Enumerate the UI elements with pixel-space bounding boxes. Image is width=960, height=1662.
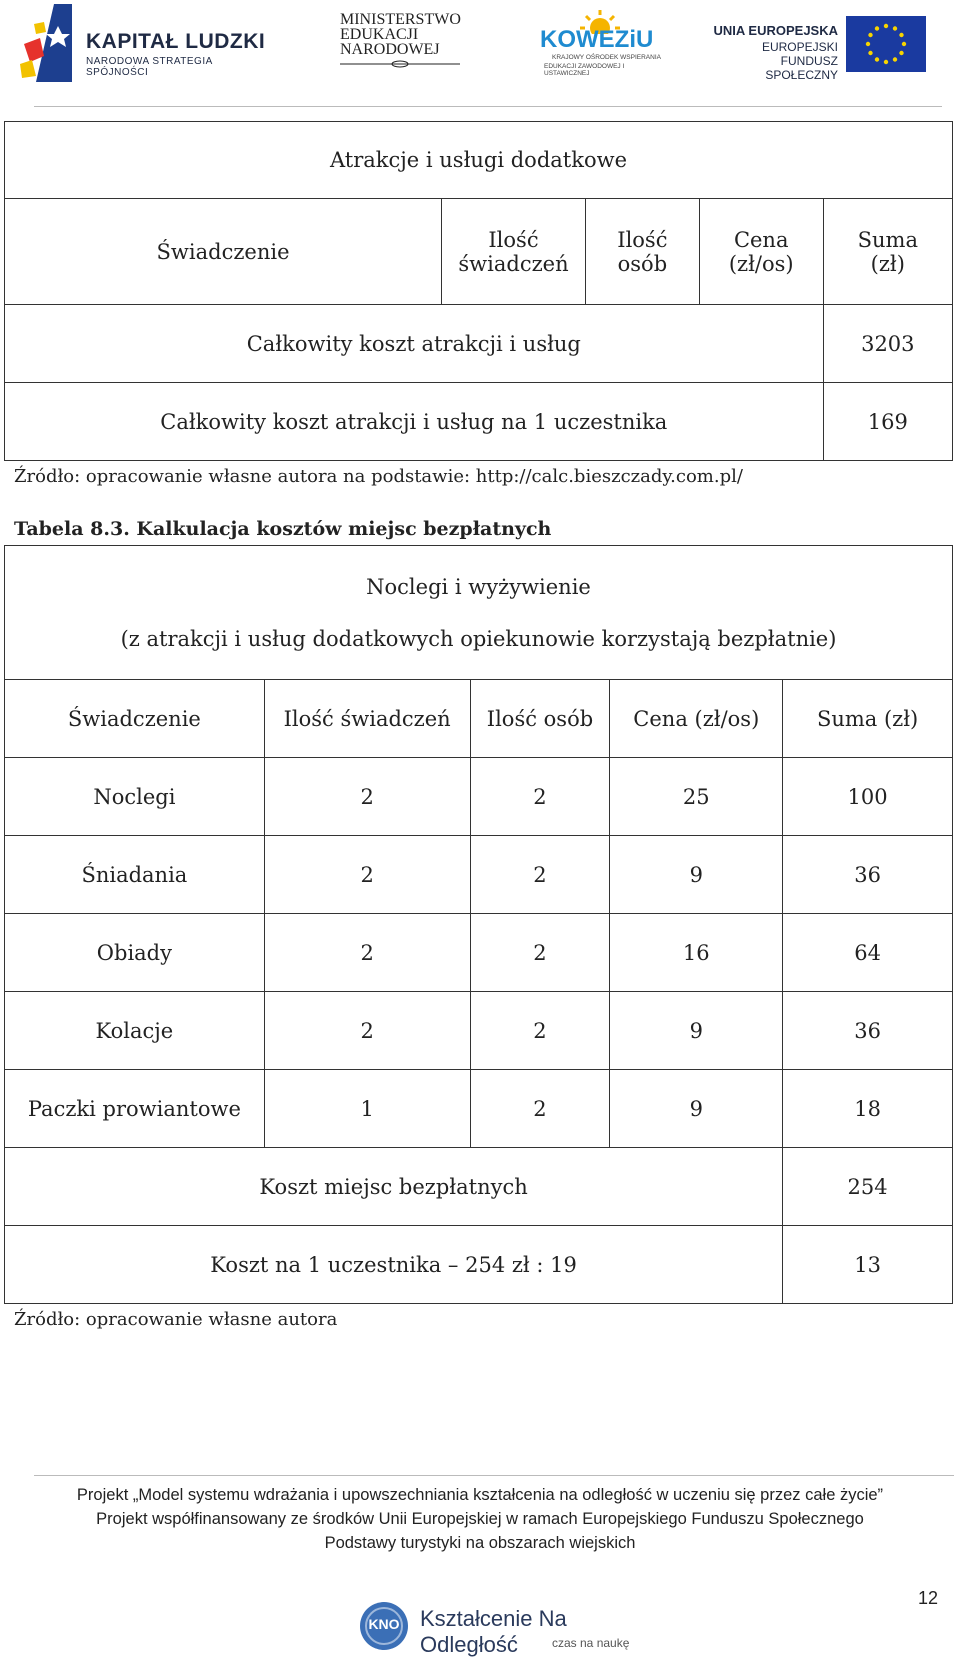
ue-sub1: EUROPEJSKI <box>761 40 838 54</box>
cell: Śniadania <box>5 836 265 914</box>
table1-total-label: Całkowity koszt atrakcji i usług <box>5 305 824 383</box>
table1-header: Suma (zł) <box>823 199 952 305</box>
table1-title: Atrakcje i usługi dodatkowe <box>5 122 953 199</box>
men-line2: EDUKACJI <box>340 26 419 43</box>
ue-title: UNIA EUROPEJSKA <box>713 23 838 38</box>
table2-cost-value: 254 <box>783 1148 953 1226</box>
footer-line2: Projekt współfinansowany ze środków Unii Europejskiej w ramach Europejskiego Funduszu Społecznego <box>96 1510 864 1528</box>
kapital-ludzki-subtitle: NARODOWA STRATEGIA SPÓJNOŚCI <box>86 56 213 78</box>
cell: 2 <box>264 992 470 1070</box>
men-line1: MINISTERSTWO <box>340 11 461 28</box>
cell: 2 <box>470 914 610 992</box>
men-ornament-icon <box>340 59 460 69</box>
eu-flag-icon <box>846 16 926 72</box>
kapital-ludzki-logo <box>14 4 274 84</box>
table2-header: Ilość świadczeń <box>264 680 470 758</box>
table-free-places <box>4 545 953 1304</box>
cell: 2 <box>470 836 610 914</box>
cell: Noclegi <box>5 758 265 836</box>
table1-header: Ilość osób <box>585 199 699 305</box>
table-attractions <box>4 121 953 461</box>
kno-title: Kształcenie Na Odległość <box>420 1606 567 1657</box>
cell: 18 <box>783 1070 953 1148</box>
kno-mark: KNO <box>368 1616 400 1632</box>
kno-subtitle: czas na naukę <box>552 1636 630 1650</box>
table1-total-value: 3203 <box>823 305 952 383</box>
table2-header: Ilość osób <box>470 680 610 758</box>
table-row <box>5 758 953 836</box>
cell: 36 <box>783 992 953 1070</box>
table1-header: Ilość świadczeń <box>442 199 586 305</box>
cell: 100 <box>783 758 953 836</box>
men-line3: NARODOWEJ <box>340 41 440 58</box>
header-divider <box>34 106 942 107</box>
table-row <box>5 1070 953 1148</box>
cell: 2 <box>264 914 470 992</box>
table2-title <box>5 546 953 680</box>
cell: Obiady <box>5 914 265 992</box>
kno-logo <box>358 1600 658 1656</box>
koweziu-sub2: EDUKACJI ZAWODOWEJ I USTAWICZNEJ <box>544 63 625 77</box>
cell: 16 <box>610 914 783 992</box>
footer-divider <box>34 1475 954 1476</box>
men-logo <box>340 12 470 72</box>
table2-cost-label: Koszt miejsc bezpłatnych <box>5 1148 783 1226</box>
table2-header: Cena (zł/os) <box>610 680 783 758</box>
cell: 25 <box>610 758 783 836</box>
cell: 2 <box>470 992 610 1070</box>
footer-line1: Projekt „Model systemu wdrażania i upowszechniania kształcenia na odległość w uczeniu się przez całe życie” <box>76 1486 884 1504</box>
table1-per-label: Całkowity koszt atrakcji i usług na 1 uczestnika <box>5 383 824 461</box>
table2-per-value: 13 <box>783 1226 953 1304</box>
ue-sub2: FUNDUSZ SPOŁECZNY <box>765 54 838 82</box>
table2-header: Świadczenie <box>5 680 265 758</box>
cell: Kolacje <box>5 992 265 1070</box>
table1-header: Świadczenie <box>5 199 442 305</box>
table2-header: Suma (zł) <box>783 680 953 758</box>
footer-line3: Podstawy turystyki na obszarach wiejskich <box>324 1534 636 1552</box>
table-row <box>5 992 953 1070</box>
table-row <box>5 914 953 992</box>
cell: 9 <box>610 992 783 1070</box>
cell: 9 <box>610 836 783 914</box>
table2-per-label: Koszt na 1 uczestnika – 254 zł : 19 <box>5 1226 783 1304</box>
table2-title-line1: Noclegi i wyżywienie <box>366 574 591 599</box>
page-number: 12 <box>918 1588 939 1608</box>
table2-source: Źródło: opracowanie własne autora <box>14 1309 338 1330</box>
kapital-ludzki-emblem-icon <box>14 4 72 82</box>
cell: Paczki prowiantowe <box>5 1070 265 1148</box>
cell: 2 <box>470 1070 610 1148</box>
table2-title-line2: (z atrakcji i usług dodatkowych opiekunowie korzystają bezpłatnie) <box>120 626 837 651</box>
table2-caption: Tabela 8.3. Kalkulacja kosztów miejsc bezpłatnych <box>14 518 552 540</box>
cell: 9 <box>610 1070 783 1148</box>
table1-header: Cena (zł/os) <box>699 199 823 305</box>
cell: 2 <box>470 758 610 836</box>
koweziu-sub1: KRAJOWY OŚRODEK WSPIERANIA <box>552 54 661 61</box>
koweziu-title: KOWEZiU <box>540 26 654 53</box>
cell: 36 <box>783 836 953 914</box>
cell: 2 <box>264 758 470 836</box>
cell: 2 <box>264 836 470 914</box>
table1-source: Źródło: opracowanie własne autora na podstawie: http://calc.bieszczady.com.pl/ <box>14 466 743 487</box>
ue-logo <box>712 16 942 82</box>
kapital-ludzki-title: KAPITAŁ LUDZKI <box>86 30 266 53</box>
cell: 64 <box>783 914 953 992</box>
cell: 1 <box>264 1070 470 1148</box>
table1-per-value: 169 <box>823 383 952 461</box>
koweziu-logo <box>540 8 670 78</box>
table-row <box>5 836 953 914</box>
